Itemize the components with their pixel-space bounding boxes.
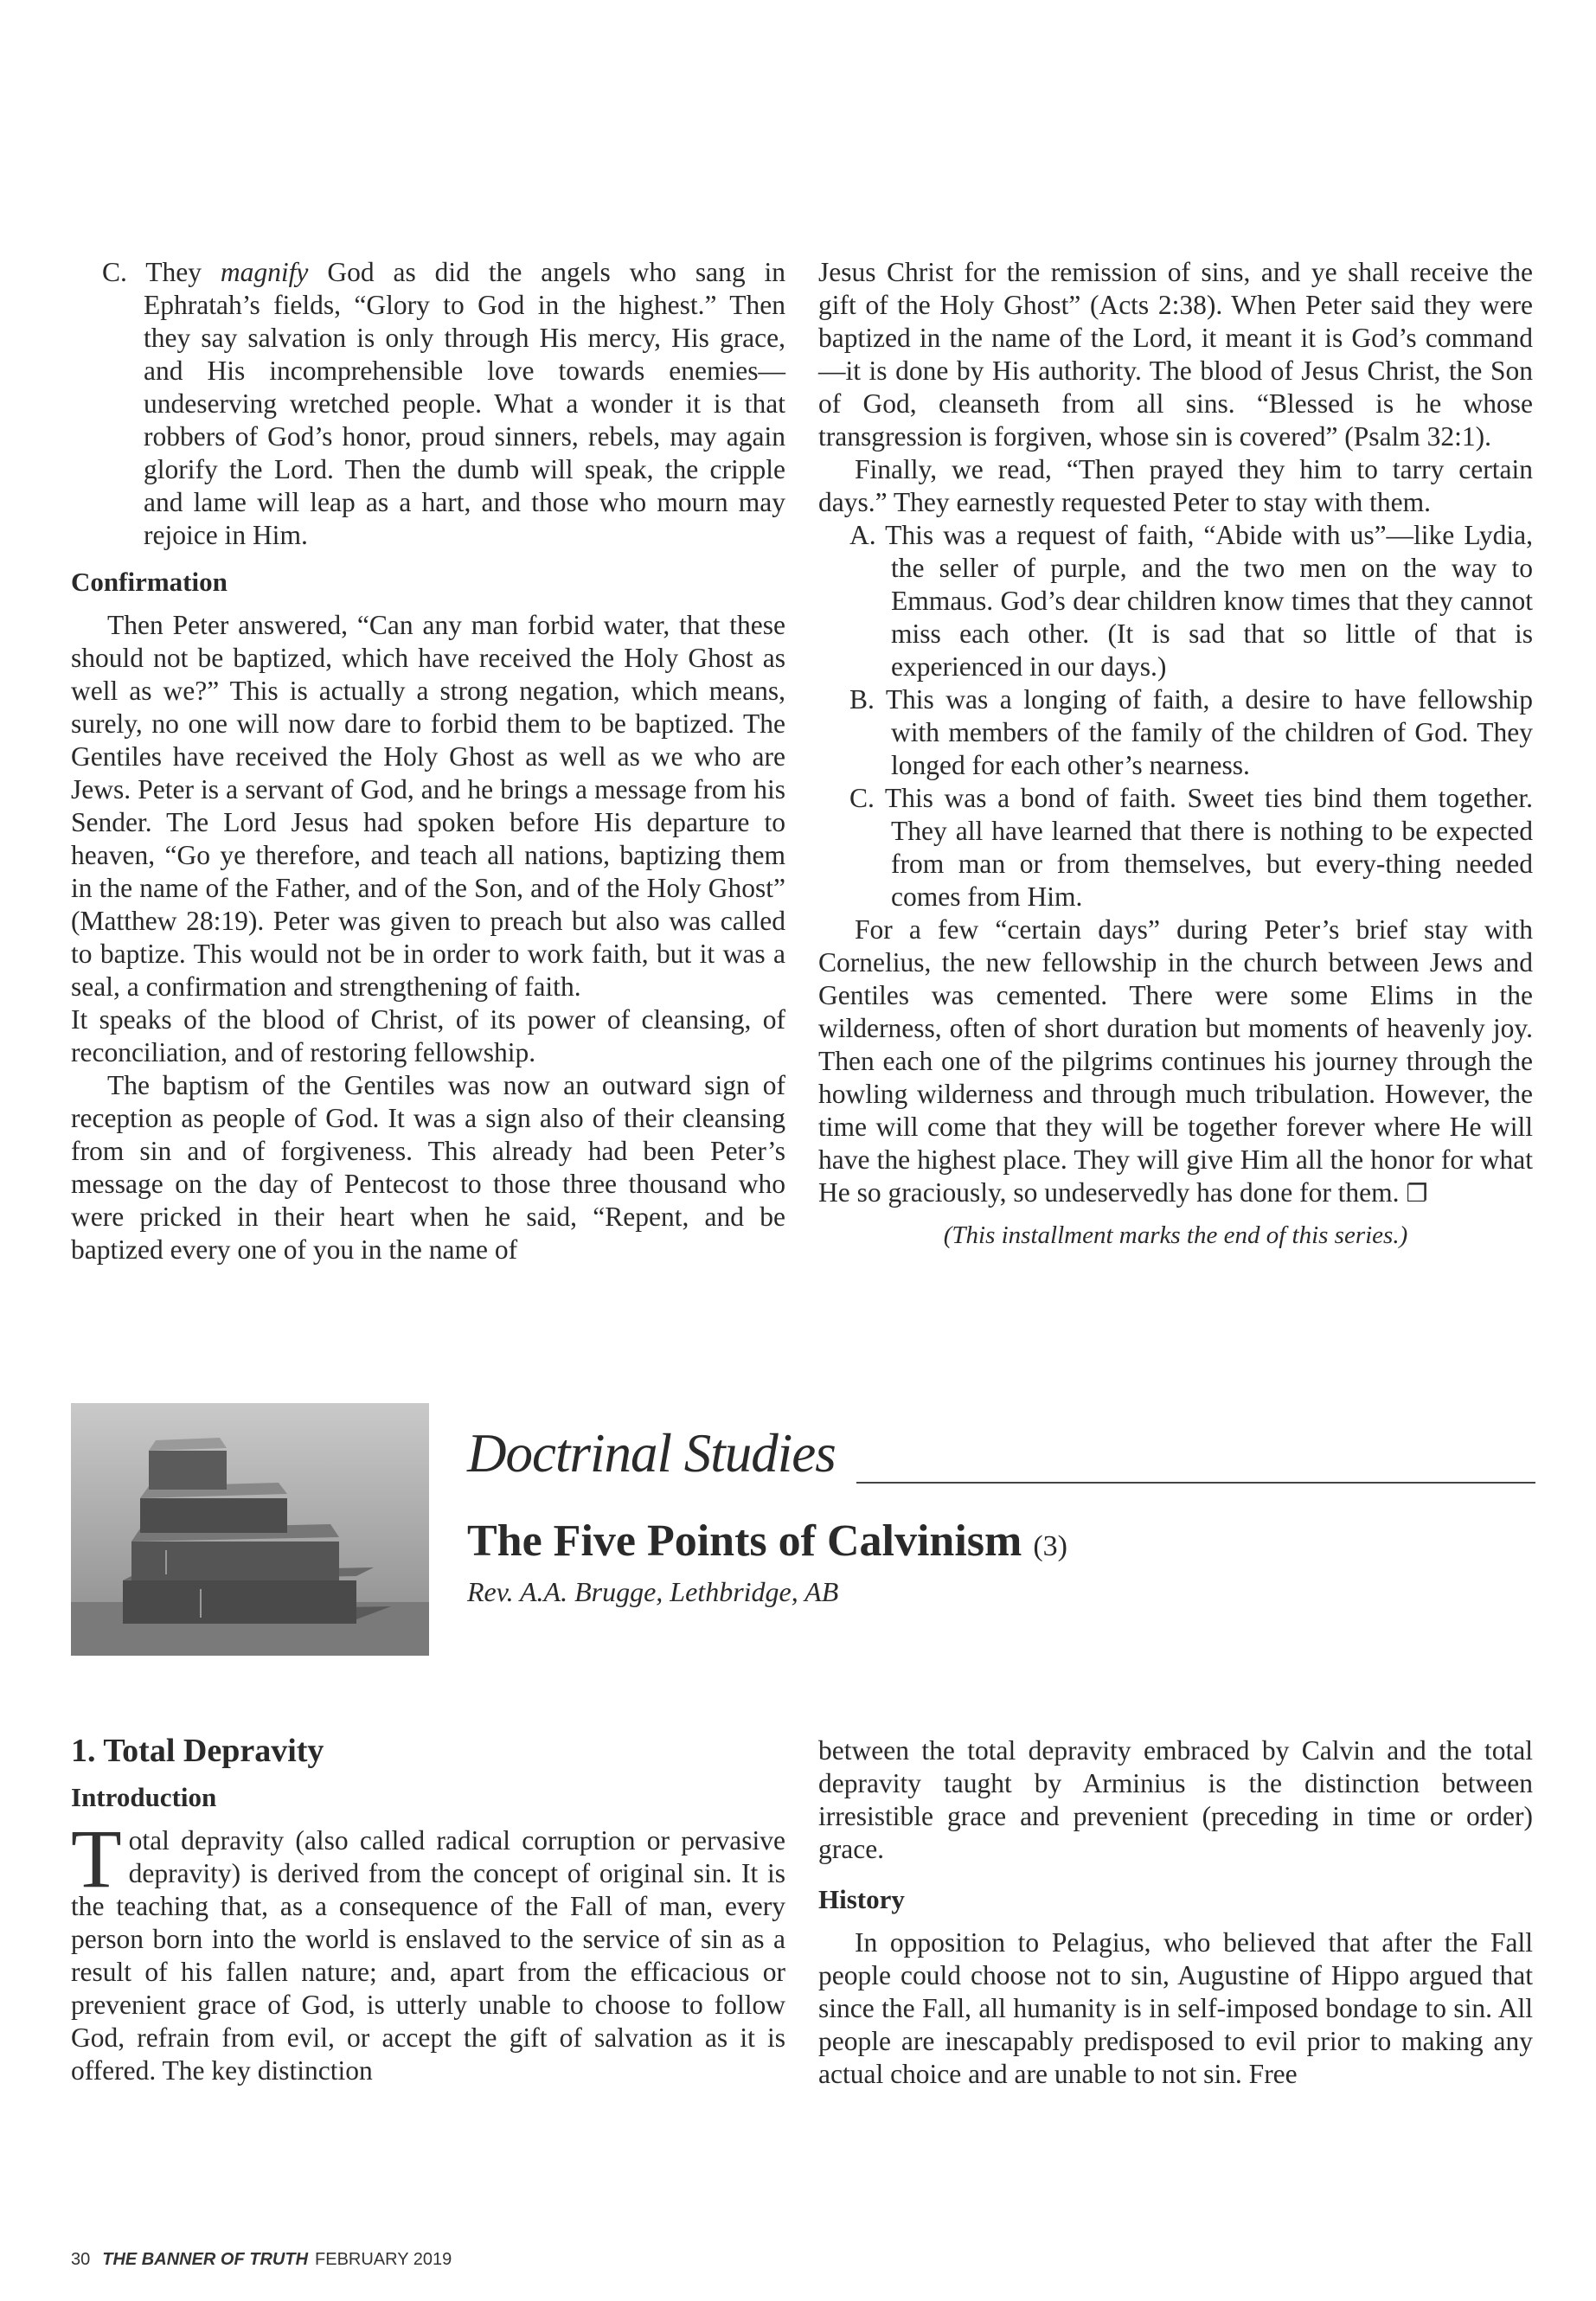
list-item-c: C. They magnify God as did the angels who sang in Ephratah’s fields, “Glory to God in the highest.” Then they say salvation is only through His mercy, His grace, and His incomprehensible love towards enemies—undeserving wretched people. What a wonder it is that robbers of God’s honor, proud sinners, rebels, may again glorify the Lord. Then the dumb will speak, the cripple and lame will leap as a hart, and those who mourn may rejoice in Him. [102, 257, 786, 550]
left-column-bottom [71, 1734, 785, 2087]
subheading-history: History [818, 1884, 905, 1914]
end-mark-icon: ❐ [1406, 1179, 1428, 1208]
list-item-b: B. This was a longing of faith, a desire to have fellowship with members of the family of the children of God. They longed for each other’s nearness. [849, 684, 1533, 780]
title-divider [856, 1482, 1535, 1484]
paragraph: For a few “certain days” during Peter’s brief stay with Cornelius, the new fellowship in the church between Jews and Gentiles was cemented. There were some Elims in the wilderness, often of short duration but moments of heavenly joy. Then each one of the pilgrims continues his journey through the howling wilderness and through much tribulation. However, the time will come that they will be together forever where He will have the highest place. They will give Him all the honor for what He so graciously, so undeservedly has done for them. ❐ [818, 914, 1533, 1208]
paragraph: In opposition to Pelagius, who believed that after the Fall people could choose not to sin, Augustine of Hippo argued that since the Fall, all humanity is in self-imposed bondage to sin. All people are inescapably predisposed to evil prior to making any actual choice and are unable to not sin. Free [818, 1927, 1533, 2089]
right-column-top [818, 256, 1533, 1252]
paragraph: It speaks of the blood of Christ, of its power of cleansing, of reconciliation, and of restoring fellowship. [71, 1004, 785, 1067]
series-note: (This installment marks the end of this series.) [943, 1221, 1408, 1249]
section-title: Doctrinal Studies [467, 1423, 836, 1484]
article-title: The Five Points of Calvinism (3) [467, 1516, 1067, 1566]
paragraph: Then Peter answered, “Can any man forbid water, that these should not be baptized, which have received the Holy Ghost as well as we?” This is actually a strong negation, which means, surely, no one will now dare to forbid them to be baptized. The Gentiles have received the Holy Ghost as well as we who are Jews. Peter is a servant of God, and he brings a message from his Sender. The Lord Jesus had spoken before His departure to heaven, “Go ye therefore, and teach all nations, baptizing them in the name of the Father, and of the Son, and of the Holy Ghost” (Matthew 28:19). Peter was given to preach but also was called to baptize. This would not be in order to work faith, but it was a seal, a confirmation and strengthening of faith. [71, 610, 785, 1002]
left-column-top [71, 256, 785, 1266]
paragraph: between the total depravity embraced by Calvin and the total depravity taught by Arminius is the distinction between irresistible grace and prevenient (preceding in time or order) grace. [818, 1735, 1533, 1864]
author-line: Rev. A.A. Brugge, Lethbridge, AB [467, 1576, 839, 1607]
issue-date: FEBRUARY 2019 [315, 2250, 452, 2269]
paragraph: Finally, we read, “Then prayed they him to tarry certain days.” They earnestly requested Peter to stay with them. [818, 454, 1533, 517]
page-footer [71, 2250, 452, 2270]
books-photo [71, 1403, 429, 1656]
subheading-confirmation: Confirmation [71, 567, 228, 597]
right-column-bottom [818, 1734, 1533, 2091]
subheading-introduction: Introduction [71, 1782, 217, 1812]
paragraph: Jesus Christ for the remission of sins, and ye shall receive the gift of the Holy Ghost” (Acts 2:38). When Peter said they were baptized in the name of the Lord, it meant it is God’s command—it is done by His authority. The blood of Jesus Christ, the Son of God, cleanseth from all sins. “Blessed is he whose transgression is forgiven, whose sin is covered” (Psalm 32:1). [818, 257, 1533, 452]
heading-total-depravity: 1. Total Depravity [71, 1733, 324, 1769]
drop-cap: T [71, 1812, 122, 1905]
list-item-a: A. This was a request of faith, “Abide with us”—like Lydia, the seller of purple, and the two men on the way to Emmaus. God’s dear children know times that they cannot miss each other. (It is sad that so little of that is experienced in our days.) [849, 520, 1533, 682]
page-number: 30 [71, 2250, 91, 2269]
list-item-c: C. This was a bond of faith. Sweet ties bind them together. They all have learned that there is nothing to be expected from man or from themselves, but every-thing needed comes from Him. [849, 783, 1533, 912]
magazine-name: THE BANNER OF TRUTH [102, 2250, 309, 2269]
paragraph: The baptism of the Gentiles was now an outward sign of reception as people of God. It was a sign also of their cleansing from sin and of forgiveness. This already had been Peter’s message on the day of Pentecost to those three thousand who were pricked in their heart when he said, “Repent, and be baptized every one of you in the name of [71, 1070, 785, 1265]
paragraph: Total depravity (also called radical corruption or pervasive depravity) is derived from the concept of original sin. It is the teaching that, as a consequence of the Fall of man, every person born into the world is enslaved to the service of sin as a result of his fallen nature; and, apart from the efficacious or prevenient grace of God, is utterly unable to choose to follow God, refrain from evil, or accept the gift of salvation as it is offered. The key distinction [71, 1812, 785, 2086]
